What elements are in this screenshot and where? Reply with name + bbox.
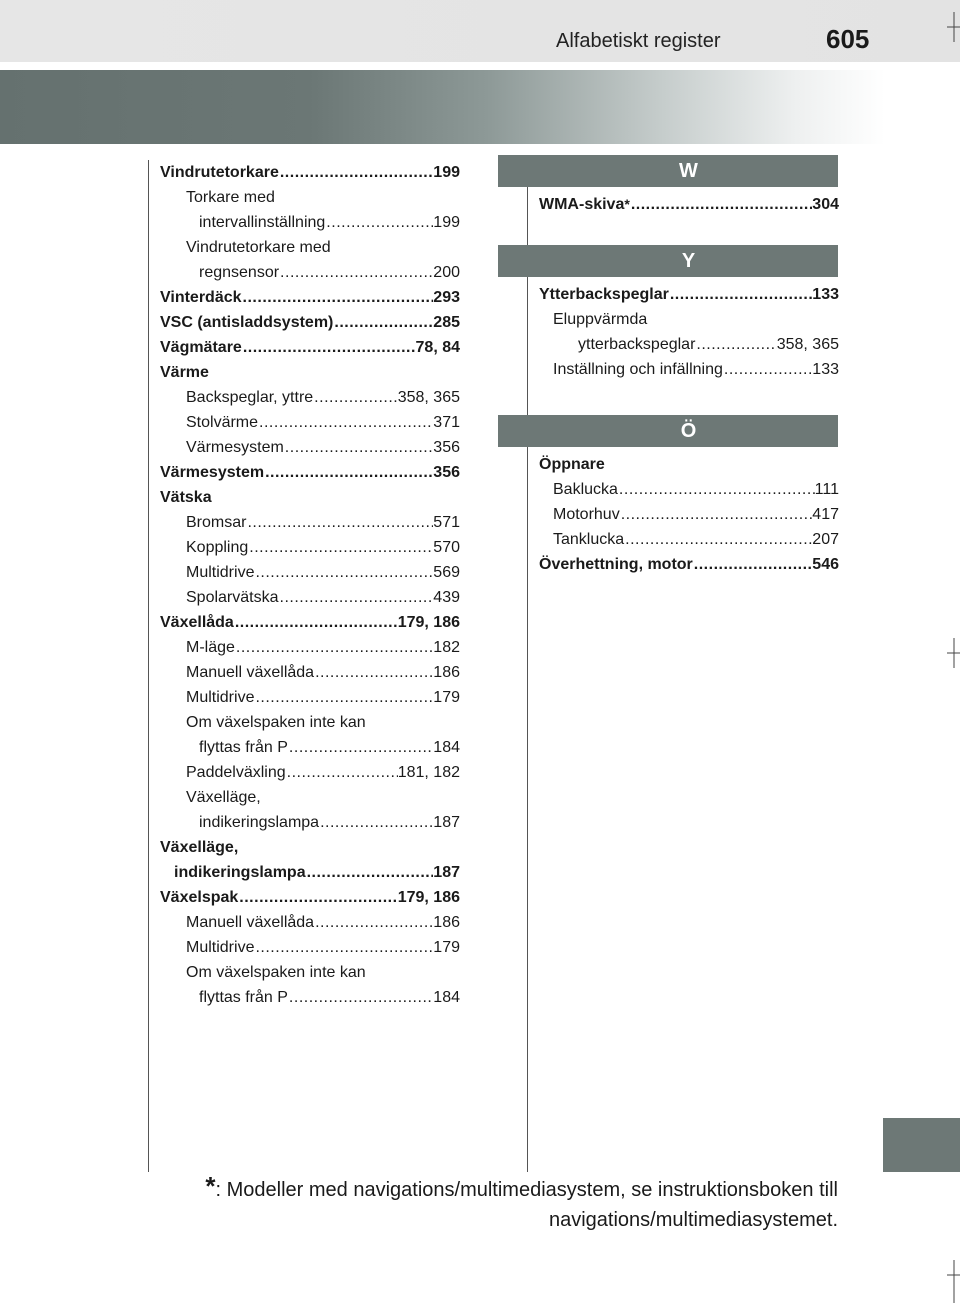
dot-leader: [288, 735, 433, 760]
section-letter-bar: Ö: [498, 415, 838, 447]
top-header-bar: [0, 0, 960, 62]
index-entry: Om växelspaken inte kan: [186, 964, 366, 981]
index-entry: Torkare med: [186, 189, 275, 206]
dot-leader: [238, 885, 397, 910]
entry-term: intervallinställning: [199, 214, 326, 231]
index-entry: [160, 860, 460, 885]
page-reference: 293: [433, 289, 460, 306]
dot-leader: [288, 985, 433, 1010]
page-reference: 200: [433, 264, 460, 281]
index-column-right: [539, 155, 839, 577]
page-reference: 356: [433, 464, 460, 481]
page-reference: 439: [433, 589, 460, 606]
thumb-tab: [883, 1118, 960, 1172]
page-reference: 111: [814, 481, 839, 498]
page-reference: 179, 186: [397, 614, 460, 631]
page-reference: 358, 365: [776, 336, 839, 353]
entry-term: Stolvärme: [186, 414, 259, 431]
entry-term: Koppling: [186, 539, 249, 556]
dot-leader: [258, 410, 433, 435]
entry-term: Baklucka: [553, 481, 618, 498]
entry-term: Multidrive: [186, 939, 255, 956]
section-title: Alfabetiskt register: [556, 30, 721, 52]
entry-term: Vägmätare: [160, 339, 242, 356]
column-divider: [527, 160, 528, 1172]
page-reference: 199: [433, 164, 460, 181]
dot-leader: [242, 335, 416, 360]
page-reference: 179, 186: [397, 889, 460, 906]
index-entry: [539, 527, 839, 552]
index-entry: [160, 685, 460, 710]
entry-term: Växellåda: [160, 614, 234, 631]
index-entry: [160, 585, 460, 610]
entry-term: Backspeglar, yttre: [186, 389, 314, 406]
index-entry: [160, 310, 460, 335]
page-reference: 371: [433, 414, 460, 431]
dot-leader: [306, 860, 434, 885]
index-entry: [160, 635, 460, 660]
index-entry: [160, 285, 460, 310]
left-margin-rule: [148, 160, 149, 1172]
index-entry: Växelläge,: [160, 839, 239, 856]
index-entry: [160, 210, 460, 235]
page-number: 605: [826, 24, 870, 54]
index-entry: [539, 552, 839, 577]
index-entry: WMA-skiva * ..... 304: [539, 192, 839, 217]
dot-leader: [669, 282, 812, 307]
index-entry: [160, 535, 460, 560]
entry-term: regnsensor: [199, 264, 280, 281]
index-entry: [539, 502, 839, 527]
entry-term: WMA-skiva: [539, 196, 625, 213]
index-entry: [160, 435, 460, 460]
page-reference: 187: [433, 864, 460, 881]
page-reference: 570: [433, 539, 460, 556]
dot-leader: [630, 192, 812, 217]
dot-leader: [279, 585, 434, 610]
index-entry: [160, 410, 460, 435]
index-entry: [539, 477, 839, 502]
dot-leader: [284, 435, 434, 460]
entry-term: Paddelväxling: [186, 764, 286, 781]
dot-leader: [624, 527, 812, 552]
index-entry: [160, 160, 460, 185]
index-entry: [160, 385, 460, 410]
page-reference: 186: [433, 664, 460, 681]
dot-leader: [313, 385, 398, 410]
entry-term: Multidrive: [186, 564, 255, 581]
index-entry: [539, 332, 839, 357]
entry-term: Vinterdäck: [160, 289, 242, 306]
index-entry: [539, 357, 839, 382]
crop-mark-middle-right: [946, 638, 960, 668]
dot-leader: [723, 357, 812, 382]
dot-leader: [319, 810, 433, 835]
entry-term: VSC (antisladdsystem): [160, 314, 334, 331]
dot-leader: [279, 260, 433, 285]
dot-leader: [314, 660, 433, 685]
entry-term: Spolarvätska: [186, 589, 279, 606]
page-reference: 181, 182: [397, 764, 460, 781]
index-entry: [160, 935, 460, 960]
entry-term: Bromsar: [186, 514, 247, 531]
entry-term: ytterbackspeglar: [578, 336, 696, 353]
dot-leader: [242, 285, 434, 310]
dot-leader: [254, 685, 433, 710]
index-entry: [160, 610, 460, 635]
index-entry: Vätska: [160, 489, 212, 506]
index-entry: [160, 660, 460, 685]
page-reference: 186: [433, 914, 460, 931]
index-entry: [160, 335, 460, 360]
dot-leader: [314, 910, 433, 935]
index-entry: [160, 560, 460, 585]
page-reference: 304: [812, 196, 839, 213]
page-reference: 184: [433, 739, 460, 756]
page-reference: 182: [433, 639, 460, 656]
index-entry: Vindrutetorkare med: [186, 239, 331, 256]
dot-leader: [693, 552, 813, 577]
page-reference: 207: [812, 531, 839, 548]
index-entry: Eluppvärmda: [553, 311, 648, 328]
page-reference: 358, 365: [397, 389, 460, 406]
dot-leader: [246, 510, 433, 535]
index-entry: [160, 885, 460, 910]
dot-leader: [286, 760, 398, 785]
index-entry: [160, 910, 460, 935]
section-letter-bar: W: [498, 155, 838, 187]
dot-leader: [695, 332, 776, 357]
page-reference: 571: [433, 514, 460, 531]
page-reference: 569: [433, 564, 460, 581]
page-reference: 199: [433, 214, 460, 231]
page-reference: 356: [433, 439, 460, 456]
entry-term: flyttas från P: [199, 989, 288, 1006]
page-reference: 179: [433, 689, 460, 706]
index-entry: [539, 282, 839, 307]
entry-term: Multidrive: [186, 689, 255, 706]
page-reference: 78, 84: [415, 339, 460, 356]
index-column-left: [160, 160, 460, 1010]
page-reference: 133: [812, 361, 839, 378]
entry-term: Värmesystem: [186, 439, 284, 456]
section-letter-bar: Y: [498, 245, 838, 277]
entry-term: indikeringslampa: [199, 814, 320, 831]
index-entry: [160, 260, 460, 285]
footnote-line-2: navigations/multimediasystemet.: [548, 1209, 838, 1231]
page-reference: 285: [433, 314, 460, 331]
index-entry: [160, 810, 460, 835]
dot-leader: [248, 535, 433, 560]
entry-term: flyttas från P: [199, 739, 288, 756]
index-entry: [160, 760, 460, 785]
index-entry: [160, 735, 460, 760]
page-reference: 184: [433, 989, 460, 1006]
footnote: [205, 1171, 838, 1235]
dot-leader: [620, 502, 813, 527]
entry-term: Manuell växellåda: [186, 664, 315, 681]
entry-term: indikeringslampa: [174, 864, 306, 881]
entry-term: Överhettning, motor: [539, 556, 693, 573]
page-reference: 546: [812, 556, 839, 573]
dot-leader: [254, 560, 433, 585]
dot-leader: [235, 635, 433, 660]
page-reference: 187: [433, 814, 460, 831]
index-entry: [160, 510, 460, 535]
page-reference: 133: [812, 286, 839, 303]
entry-term: Tanklucka: [553, 531, 625, 548]
entry-term: Växelspak: [160, 889, 239, 906]
index-entry: Om växelspaken inte kan: [186, 714, 366, 731]
entry-term: Manuell växellåda: [186, 914, 315, 931]
entry-term: M-läge: [186, 639, 235, 656]
dot-leader: [234, 610, 398, 635]
entry-term: Vindrutetorkare: [160, 164, 279, 181]
entry-term: Ytterbackspeglar: [539, 286, 669, 303]
dot-leader: [618, 477, 815, 502]
page-reference: 179: [433, 939, 460, 956]
entry-term: Inställning och infällning: [553, 361, 723, 378]
dot-leader: [333, 310, 433, 335]
footnote-line-1: : Modeller med navigations/multimediasystem, se instruktionsboken till: [215, 1179, 838, 1201]
index-entry: Värme: [160, 364, 209, 381]
dot-leader: [279, 160, 433, 185]
page-reference: 417: [812, 506, 839, 523]
crop-mark-bottom-right: [946, 1260, 960, 1303]
entry-term: Värmesystem: [160, 464, 265, 481]
entry-term: Motorhuv: [553, 506, 620, 523]
index-entry: Öppnare: [539, 456, 605, 473]
index-entry: [160, 985, 460, 1010]
index-entry: Växelläge,: [186, 789, 261, 806]
footnote-symbol: *: [205, 1171, 216, 1201]
header-banner: [0, 70, 885, 144]
index-entry: [160, 460, 460, 485]
dot-leader: [325, 210, 433, 235]
dot-leader: [254, 935, 433, 960]
crop-mark-top-right: [946, 12, 960, 42]
dot-leader: [264, 460, 433, 485]
